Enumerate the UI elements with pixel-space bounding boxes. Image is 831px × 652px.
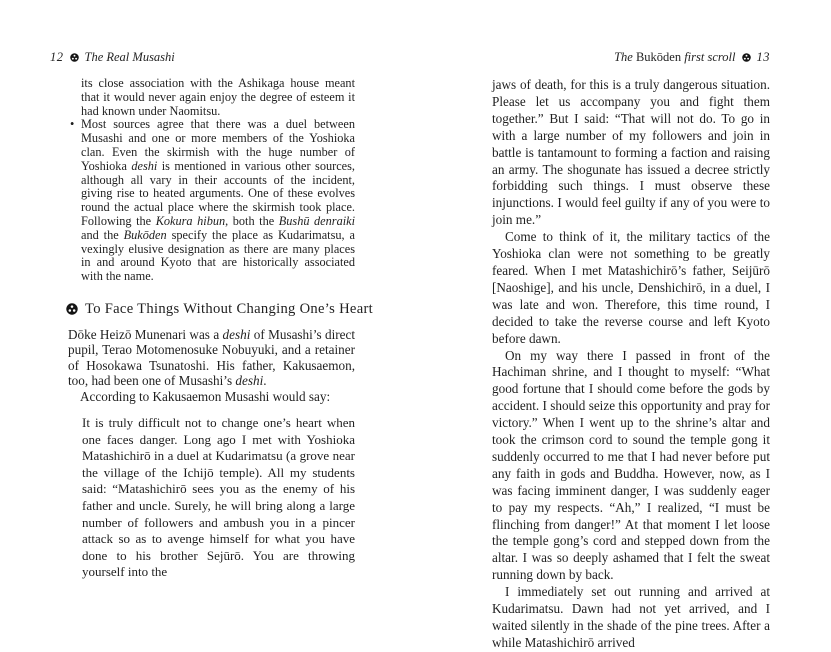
- section-heading-text: To Face Things Without Changing One’s Heart: [85, 300, 373, 317]
- paragraph: [492, 584, 770, 652]
- text-segment: I immediately set out running and arrived at Kudarimatsu. Dawn had not yet arrived, and I waited silently in the shade of the pine trees. After a while Matashichirō arrived: [492, 584, 770, 650]
- right-page-body: [492, 77, 770, 652]
- paragraph: [68, 389, 355, 404]
- section-heading: [66, 300, 373, 318]
- text-segment: On my way there I passed in front of the Hachiman shrine, and I thought to myself: “What good fortune that I should come before the gods by accident. I should seize this opportunity and pray for victory.” When I went up to the shrine’s altar and took the crimson cord to sound the temple gong it suddenly occurred to me that I had never before put any faith in gods and Buddha. However, now, as I was facing imminent danger, I was suddenly eager to pay my respects. “Ah,” I realized, “I must be flinching from danger!” At that moment I let loose the temple gong’s cord and stepped down from the altar. I was so deeply ashamed that I felt the sweat running down by back.: [492, 347, 770, 583]
- text-segment: The: [614, 50, 636, 64]
- text-segment: of Musashi’s direct pupil, Terao Motomenosuke Nobuyuki, and a retainer of Hosokawa Tsunatoshi. His father, Kakusaemon, too, had been one of Musashi’s: [68, 326, 355, 389]
- tomoe-crest-icon: [70, 53, 79, 62]
- block-quote: [82, 415, 355, 581]
- text-segment: Kokura hibun: [155, 213, 226, 228]
- paragraph: [492, 77, 770, 229]
- text-segment: The Real Musashi: [84, 50, 175, 64]
- text-segment: Come to think of it, the military tactics of the Yoshioka clan were not something to be greatly feared. When I met Matashichirō’s father, Seijūrō [Naoshige], and his uncle, Denshichirō, in a duel, I was late and won. Therefore, this time round, I decided to take the reverse course and left Kyoto before dawn.: [492, 229, 770, 346]
- text-segment: , both the: [225, 213, 279, 228]
- bullet-glyph: •: [70, 117, 75, 132]
- left-header-title: [85, 50, 175, 64]
- tomoe-crest-icon: [742, 53, 751, 62]
- text-segment: Bukōden: [635, 50, 682, 64]
- text-segment: deshi: [235, 373, 264, 389]
- text-segment: .: [263, 373, 267, 389]
- list-item-continuation: [68, 77, 355, 118]
- paragraph: [68, 327, 355, 389]
- right-running-header: [492, 50, 770, 64]
- left-page-body: [68, 76, 373, 581]
- text-segment: Most sources agree that there was a duel between Musashi and one or more members of the Yoshioka clan. Even the skirmish with the huge number of Yoshioka: [81, 117, 355, 173]
- text-segment: its close association with the Ashikaga house meant that it would never again enjoy the degree of esteem it had known under Naomitsu.: [81, 76, 355, 118]
- text-segment: According to Kakusaemon Musashi would say:: [80, 388, 331, 404]
- text-segment: and the: [81, 227, 124, 242]
- paragraph: [492, 348, 770, 585]
- bullet-list: [68, 77, 355, 284]
- tomoe-crest-icon: [66, 303, 78, 315]
- text-segment: Bukōden: [123, 227, 167, 242]
- text-segment: Bushū denraiki: [278, 213, 356, 228]
- left-page-number: 12: [50, 50, 64, 64]
- text-segment: specify the place as Kudarimatsu, a vexingly elusive designation as there are many places in and around Kyoto that are historically associated with the name.: [81, 227, 355, 284]
- right-page-number: 13: [756, 50, 770, 64]
- paragraph: [492, 229, 770, 347]
- list-item: [68, 118, 355, 284]
- text-segment: first scroll: [681, 50, 736, 64]
- text-segment: deshi: [222, 326, 251, 342]
- right-header-title: [614, 50, 735, 64]
- list-item-text: [81, 76, 355, 118]
- text-segment: It is truly difficult not to change one’s heart when one faces danger. Long ago I met with Yoshioka Matashichirō in a duel at Kudarimatsu (a grove near the village of the Ichijō temple). All my students said: “Matashichirō sees you as the enemy of his father and uncle. Surely, he will bring along a large number of followers and ambush you in a pincer attack so as to avenge himself for what you have done to his brother Sejūrō. You are throwing yourself into the: [82, 414, 355, 580]
- list-item-text: [81, 117, 355, 283]
- text-segment: is mentioned in various other sources, although all vary in their accounts of the incident, giving rise to heated arguments. One of these evolves round the actual place where the skirmish took place. Following the: [81, 158, 355, 228]
- text-segment: deshi: [131, 158, 158, 173]
- left-running-header: [50, 50, 175, 64]
- text-segment: Dōke Heizō Munenari was a: [68, 326, 223, 342]
- text-segment: jaws of death, for this is a truly dangerous situation. Please let us accompany you and fight them together.” But I said: “That will not do. To go in with a large number of my followers and join in battle is tantamount to forming a faction and raising an army. The shogunate has issued a decree strictly forbidding such things. I must observe these injunctions. I would feel guilty if any of you were to join me.”: [492, 77, 770, 228]
